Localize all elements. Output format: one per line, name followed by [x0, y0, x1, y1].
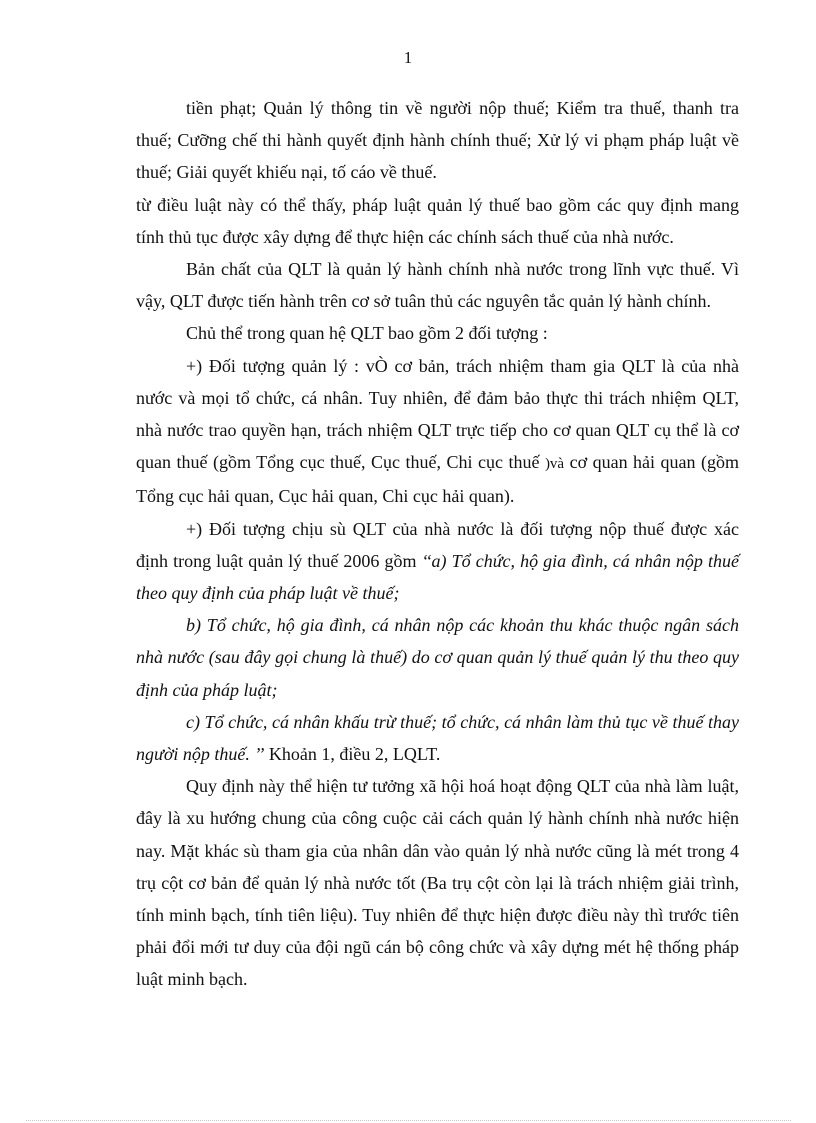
- document-body: [136, 92, 739, 996]
- paragraph-legal-quote-c: [136, 706, 739, 770]
- paragraph-subjects-intro: Chủ thể trong quan hệ QLT bao gồm 2 đối tượng :: [186, 323, 548, 344]
- page-number: 1: [403, 48, 413, 67]
- managing-subject-text: +) Đối tượng quản lý : vÒ cơ bản, trách nhiệm tham gia QLT là của nhà nước và mọi tổ chức, cá nhân. Tuy nhiên, để đảm bảo thực thi trách nhiệm QLT, nhà nước trao quyền hạn, trách nhiệm QLT trực tiếp cho cơ quan QLT cụ thể là cơ quan thuế (gồm Tổng cục thuế, Cục thuế, Chi cục thuế: [136, 355, 739, 473]
- paragraph-managing-subject: [136, 350, 739, 513]
- legal-quote-a: ‘‘a) Tổ chức, hộ gia đình, cá nhân nộp thuế theo quy định của pháp luật về thuế;: [136, 550, 739, 604]
- paragraph-tax-management-list: tiền phạt; Quản lý thông tin về người nộp thuế; Kiểm tra thuế, thanh tra thuế; Cưỡng chế thi hành quyết định hành chính thuế; Xử lý vi phạm pháp luật về thuế; Giải quyết khiếu nại, tố cáo về thuế.: [136, 98, 739, 183]
- legal-quote-c: c) Tổ chức, cá nhân khấu trừ thuế; tổ chức, cá nhân làm thủ tục về thuế thay người nộp thuế. ’’: [136, 711, 739, 765]
- managing-subject-small-text: )và: [544, 456, 565, 473]
- paragraph-tax-law-procedures: từ điều luật này có thể thấy, pháp luật quản lý thuế bao gồm các quy định mang tính thủ tục được xây dựng để thực hiện các chính sách thuế của nhà nước.: [136, 194, 739, 247]
- page-bottom-dotted-rule: [26, 1120, 791, 1121]
- paragraph-nature-of-tax-management: Bản chất của QLT là quản lý hành chính nhà nước trong lĩnh vực thuế. Vì vậy, QLT được tiến hành trên cơ sở tuân thủ các nguyên tắc quản lý hành chính.: [136, 259, 739, 312]
- managed-subject-lead-text: +) Đối tượng chịu sù QLT của nhà nước là đối tượng nộp thuế được xác định trong luật quản lý thuế 2006 gồm: [136, 518, 739, 571]
- legal-citation: Khoản 1, điều 2, LQLT.: [264, 744, 441, 765]
- managing-subject-tail-text: cơ quan hải quan (gồm Tổng cục hải quan, Cục hải quan, Chi cục hải quan).: [136, 452, 739, 507]
- legal-quote-b: b) Tổ chức, hộ gia đình, cá nhân nộp các khoản thu khác thuộc ngân sách nhà nước (sau đây gọi chung là thuế) do cơ quan quản lý thuế quản lý thu theo quy định của pháp luật;: [136, 615, 739, 700]
- paragraph-socialization-of-tax-management: Quy định này thể hiện tư tưởng xã hội hoá hoạt động QLT của nhà làm luật, đây là xu hướng chung của công cuộc cải cách quản lý hành chính nhà nước hiện nay. Mặt khác sù tham gia của nhân dân vào quản lý nhà nước cũng là mét trong 4 trụ cột cơ bản để quản lý nhà nước tốt (Ba trụ cột còn lại là trách nhiệm giải trình, tính minh bạch, tính tiên liệu). Tuy nhiên để thực hiện được điều này thì trước tiên phải đổi mới tư duy của đội ngũ cán bộ công chức và xây dựng mét hệ thống pháp luật minh bạch.: [136, 776, 739, 990]
- paragraph-managed-subject: [136, 513, 739, 610]
